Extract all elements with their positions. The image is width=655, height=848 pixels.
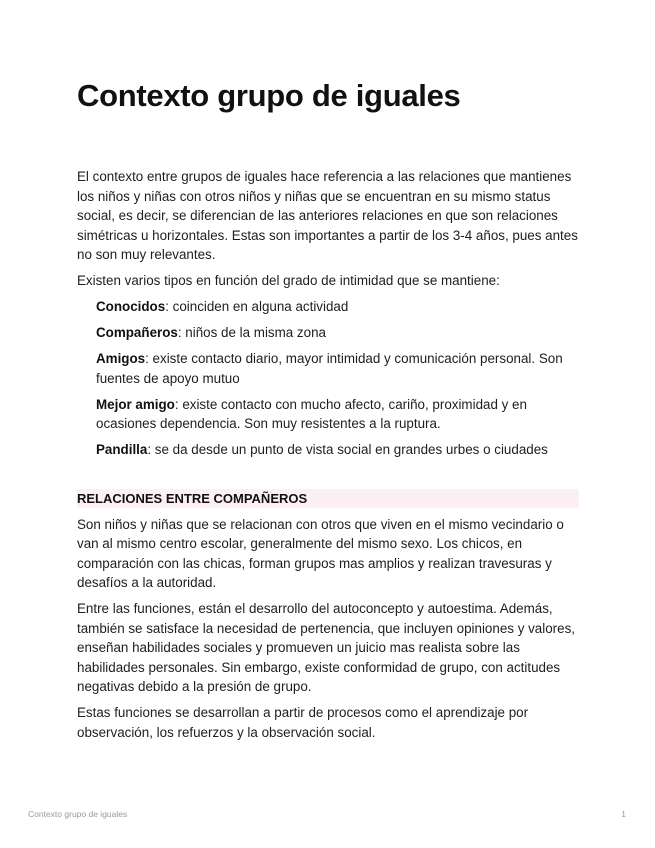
list-item	[96, 395, 579, 434]
section-heading: RELACIONES ENTRE COMPAÑEROS	[77, 489, 579, 508]
footer-title: Contexto grupo de iguales	[28, 809, 128, 819]
list-item	[96, 323, 579, 343]
list-item	[96, 297, 579, 317]
term-description: : coinciden en alguna actividad	[165, 299, 349, 314]
intimacy-types-list	[96, 297, 579, 460]
list-item	[96, 349, 579, 388]
section-paragraph: Estas funciones se desarrollan a partir de procesos como el aprendizaje por observación, los refuerzos y la observación social.	[77, 705, 529, 740]
list-item	[96, 440, 579, 460]
term-label: Conocidos	[96, 299, 166, 314]
section-paragraph: Son niños y niñas que se relacionan con otros que viven en el mismo vecindario o van al mismo centro escolar, generalmente del mismo sexo. Los chicos, en comparación con las chicas, forman grupos mas amplios y realizan travesuras y desafíos a la autoridad.	[77, 516, 564, 590]
page-number: 1	[621, 809, 626, 819]
term-description: : niños de la misma zona	[177, 325, 326, 340]
intro-paragraph: Existen varios tipos en función del grado de intimidad que se mantiene:	[77, 273, 500, 288]
section-paragraph: Entre las funciones, están el desarrollo del autoconcepto y autoestima. Además, también se satisface la necesidad de pertenencia, que incluyen opiniones y valores, enseñan habilidades sociales y promueven un juicio mas realista sobre las habilidades personales. Sin embargo, existe conformidad de grupo, con actitudes negativas debido a la presión de grupo.	[77, 601, 575, 694]
page-title: Contexto grupo de iguales	[77, 78, 461, 113]
term-label: Mejor amigo	[96, 396, 175, 412]
term-description: : se da desde un punto de vista social en grandes urbes o ciudades	[147, 442, 548, 457]
term-label: Pandilla	[96, 442, 148, 457]
term-label: Amigos	[96, 351, 146, 366]
term-description: : existe contacto diario, mayor intimidad y comunicación personal. Son fuentes de apoyo mutuo	[96, 351, 563, 386]
term-description: : existe contacto con mucho afecto, cariño, proximidad y en ocasiones dependencia. Son muy resistentes a la ruptura.	[96, 396, 527, 431]
document-body	[77, 167, 579, 749]
intro-paragraph: El contexto entre grupos de iguales hace referencia a las relaciones que mantienes los niños y niñas con otros niños y niñas que se encuentran en su mismo status social, es decir, se diferencian de las anteriores relaciones en que son relaciones simétricas u horizontales. Estas son importantes a partir de los 3-4 años, pues antes no son muy relevantes.	[77, 169, 578, 262]
term-label: Compañeros	[96, 325, 178, 340]
